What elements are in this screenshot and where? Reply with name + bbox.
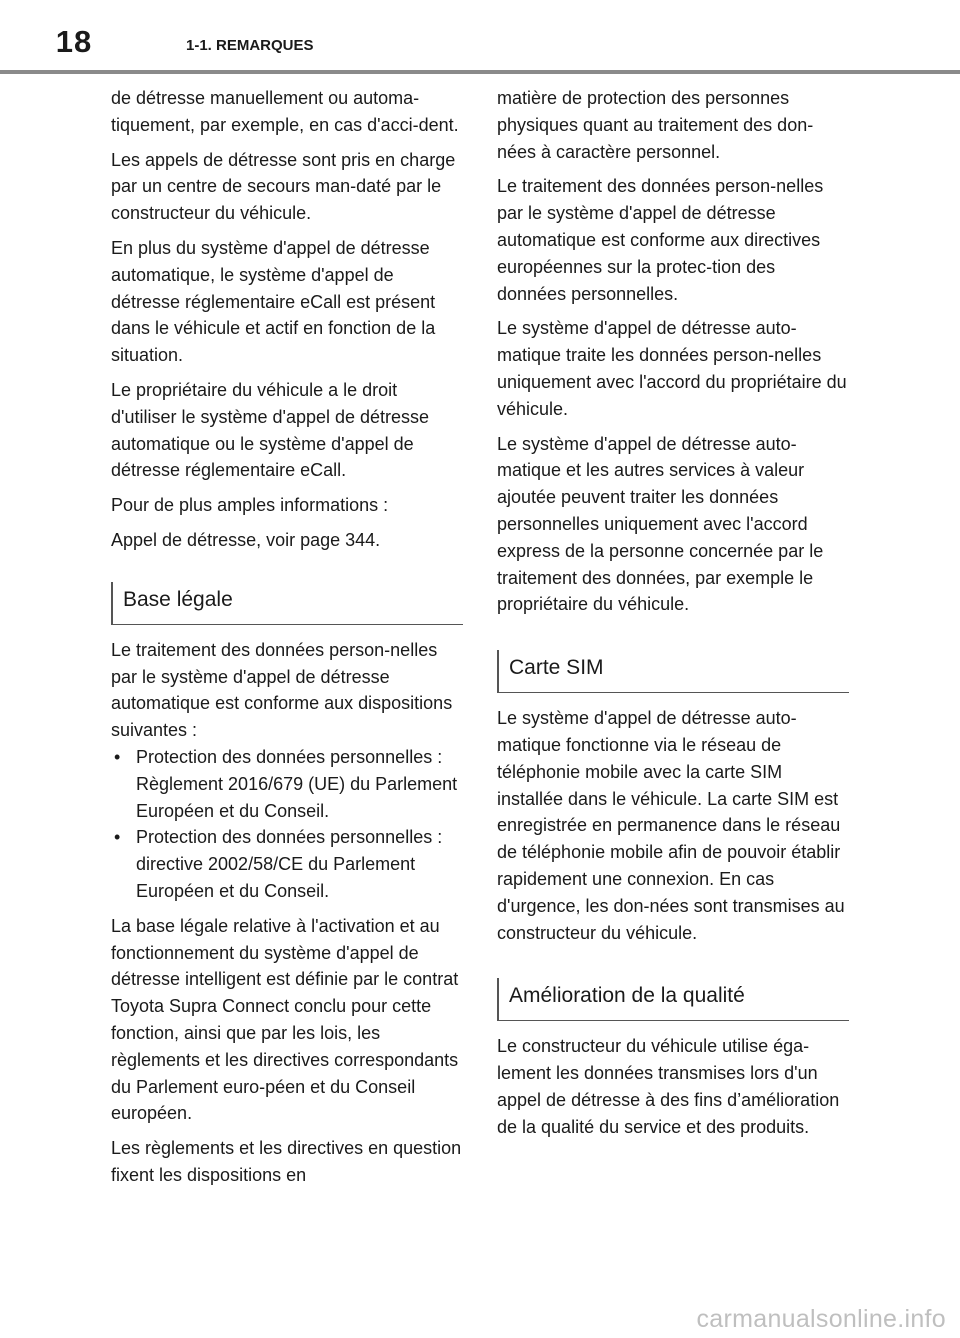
paragraph: Le propriétaire du véhicule a le droit d'utiliser le système d'appel de détresse automatique ou le système d'appel de détresse réglementaire eCall.: [111, 379, 430, 481]
watermark: carmanualsonline.info: [696, 1305, 946, 1333]
paragraph: Pour de plus amples informations :: [111, 495, 389, 516]
page-number: 18: [55, 24, 93, 59]
bullet-list: [111, 744, 463, 905]
paragraph: matière de protection des personnes physiques quant au traitement des don-nées à caractère personnel.: [497, 88, 814, 162]
heading-amelioration-qualite: Amélioration de la qualité: [497, 978, 849, 1021]
heading-base-legale: Base légale: [111, 582, 463, 625]
paragraph: La base légale relative à l'activation et au fonctionnement du système d'appel de détresse intelligent est définie par le contrat Toyota Supra Connect conclu pour cette fonction, ainsi que par les lois, les règlements et les directives correspondants du Parlement euro-péen et du Conseil européen.: [111, 915, 459, 1124]
list-item: • Protection des données personnelles : directive 2002/58/CE du Parlement Européen et du Conseil.: [111, 824, 463, 904]
paragraph: Le système d'appel de détresse auto-matique et les autres services à valeur ajoutée peuvent traiter les données personnelles uniquement avec l'accord express de la personne concernée par le traitement des données, par exemple le propriétaire du véhicule.: [497, 433, 824, 615]
paragraph: de détresse manuellement ou automa-tiquement, par exemple, en cas d'acci-dent.: [111, 88, 459, 135]
paragraph: En plus du système d'appel de détresse automatique, le système d'appel de détresse réglementaire eCall est présent dans le véhicule et actif en fonction de la situation.: [111, 237, 436, 366]
right-column: [497, 85, 849, 1149]
section-label: 1-1. REMARQUES: [186, 37, 314, 54]
paragraph: Le système d'appel de détresse auto-matique fonctionne via le réseau de téléphonie mobile avec la carte SIM installée dans le véhicule. La carte SIM est enregistrée en permanence dans le réseau de téléphonie mobile afin de pouvoir établir rapidement une connexion. En cas d'urgence, les don-nées sont transmises au constructeur du véhicule.: [497, 708, 845, 943]
paragraph: Le traitement des données person-nelles par le système d'appel de détresse automatique est conforme aux dispositions suivantes :: [111, 639, 453, 741]
left-column: [111, 85, 463, 1197]
paragraph: Appel de détresse, voir page 344.: [111, 529, 381, 550]
paragraph: Les appels de détresse sont pris en charge par un centre de secours man-daté par le constructeur du véhicule.: [111, 149, 456, 224]
list-item: • Protection des données personnelles : Règlement 2016/679 (UE) du Parlement Européen et du Conseil.: [111, 744, 463, 824]
paragraph: Le constructeur du véhicule utilise éga-lement les données transmises lors d'un appel de détresse à des fins d’amélioration de la qualité du service et des produits.: [497, 1036, 840, 1137]
paragraph: Le système d'appel de détresse auto-matique traite les données person-nelles uniquement avec l'accord du propriétaire du véhicule.: [497, 318, 847, 419]
paragraph: Les règlements et les directives en question fixent les dispositions en: [111, 1138, 462, 1185]
heading-carte-sim: Carte SIM: [497, 650, 849, 693]
header-rule: [0, 70, 960, 74]
paragraph: Le traitement des données person-nelles par le système d'appel de détresse automatique est conforme aux directives européennes sur la protec-tion des données personnelles.: [497, 176, 824, 304]
